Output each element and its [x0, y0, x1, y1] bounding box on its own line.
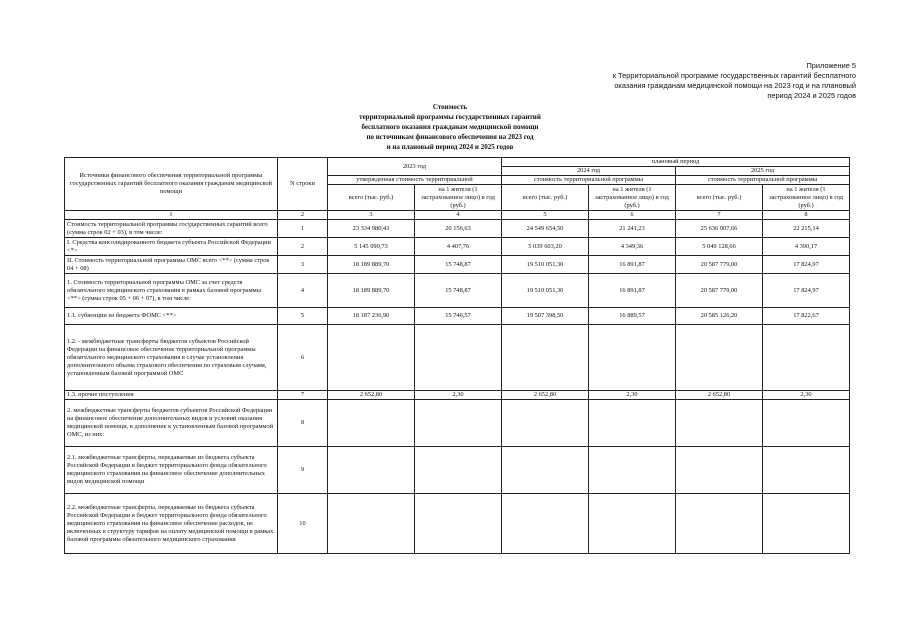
table-row — [65, 308, 850, 325]
row-value: 2 652,80 — [328, 391, 415, 400]
header-source: Источники финансового обеспечения территориальной программы государственных гарантий бесплатного оказания гражданам медицинской помощи — [65, 158, 278, 211]
row-value: 20 587 779,00 — [676, 256, 763, 274]
col-number: 5 — [502, 211, 589, 220]
row-value — [502, 447, 589, 494]
table-row — [65, 256, 850, 274]
row-value — [415, 400, 502, 447]
row-label: I. Средства консолидированного бюджета субъекта Российской Федерации <*> — [65, 238, 278, 256]
row-value: 4 407,76 — [415, 238, 502, 256]
row-value — [502, 325, 589, 391]
row-number: 10 — [278, 494, 328, 554]
title-line: по источникам финансового обеспечения на 2023 год — [366, 133, 534, 141]
row-value — [676, 400, 763, 447]
row-value — [328, 400, 415, 447]
row-value: 18 189 889,70 — [328, 274, 415, 308]
row-value — [589, 494, 676, 554]
row-value: 16 889,57 — [589, 308, 676, 325]
row-value: 20 587 779,00 — [676, 274, 763, 308]
header-per-capita: на 1 жителя (1 застрахованное лицо) в год (руб.) — [589, 185, 676, 211]
header-planning-period: плановый период — [502, 158, 850, 167]
row-value — [589, 447, 676, 494]
table-row — [65, 447, 850, 494]
row-value: 20 585 126,20 — [676, 308, 763, 325]
row-value — [676, 494, 763, 554]
row-label: 1.2. - межбюджетные трансферты бюджетов субъектов Российской Федерации на финансовое обеспечение территориальной программы обязательного медицинского страхования в случае установления дополнительного объема страхового обеспечения по страховым случаям, установленным базовой программой ОМС — [65, 325, 278, 391]
appendix-line: оказания гражданам медицинской помощи на 2023 год и на плановый — [614, 81, 856, 90]
row-value: 2 652,80 — [676, 391, 763, 400]
row-value: 2,30 — [763, 391, 850, 400]
table-row — [65, 400, 850, 447]
col-number: 7 — [676, 211, 763, 220]
row-value — [415, 325, 502, 391]
header-program-cost: стоимость территориальной программы — [676, 176, 850, 185]
row-value — [328, 494, 415, 554]
header-total: всего (тыс. руб.) — [502, 185, 589, 211]
row-value — [676, 325, 763, 391]
header-approved-cost: утвержденная стоимость территориальной — [328, 176, 502, 185]
document-title — [300, 102, 600, 152]
title-line: территориальной программы государственных гарантий — [359, 113, 541, 121]
header-year-2024: 2024 год — [502, 167, 676, 176]
col-number: 8 — [763, 211, 850, 220]
row-value: 19 507 398,50 — [502, 308, 589, 325]
table-row — [65, 325, 850, 391]
header-year-2023: 2023 год — [328, 158, 502, 176]
row-value: 16 891,87 — [589, 274, 676, 308]
row-value — [328, 325, 415, 391]
row-label: II. Стоимость территориальной программы ОМС всего <**> (сумма строк 04 + 08) — [65, 256, 278, 274]
row-value — [502, 400, 589, 447]
row-number: 4 — [278, 274, 328, 308]
row-label: 1. Стоимость территориальной программы ОМС за счет средств обязательного медицинского страхования в рамках базовой программы <**> (сумма строк 05 + 06 + 07), в том числе: — [65, 274, 278, 308]
row-value: 20 156,63 — [415, 220, 502, 238]
table-row — [65, 494, 850, 554]
header-program-cost: стоимость территориальной программы — [502, 176, 676, 185]
col-number: 3 — [328, 211, 415, 220]
header-per-capita: на 1 жителя (1 застрахованное лицо) в год (руб.) — [763, 185, 850, 211]
row-value — [763, 400, 850, 447]
table-row — [65, 238, 850, 256]
col-number: 4 — [415, 211, 502, 220]
title-line: бесплатного оказания гражданам медицинской помощи — [361, 123, 539, 131]
row-value: 4 390,17 — [763, 238, 850, 256]
appendix-line: Приложение 5 — [806, 61, 856, 70]
appendix-line: к Территориальной программе государственных гарантий бесплатного — [612, 71, 856, 80]
cost-table — [64, 157, 850, 554]
row-value: 16 891,87 — [589, 256, 676, 274]
table-row — [65, 220, 850, 238]
row-value: 2,30 — [589, 391, 676, 400]
col-number: 6 — [589, 211, 676, 220]
title-line: и на плановый период 2024 и 2025 годов — [386, 143, 514, 151]
row-value: 15 746,57 — [415, 308, 502, 325]
row-label: 2.1. межбюджетные трансферты, передаваемые из бюджета субъекта Российской Федерации в бюджет территориального фонда обязательного медицинского страхования на финансовое обеспечение дополнительных видов медицинской помощи — [65, 447, 278, 494]
row-number: 8 — [278, 400, 328, 447]
row-value: 5 049 128,66 — [676, 238, 763, 256]
appendix-header — [596, 61, 856, 101]
table-row — [65, 391, 850, 400]
row-value — [589, 325, 676, 391]
row-value: 21 241,23 — [589, 220, 676, 238]
row-value: 22 215,14 — [763, 220, 850, 238]
header-per-capita: на 1 жителя (1 застрахованное лицо) в год (руб.) — [415, 185, 502, 211]
row-value — [763, 447, 850, 494]
row-number: 2 — [278, 238, 328, 256]
row-number: 3 — [278, 256, 328, 274]
row-value: 5 039 603,20 — [502, 238, 589, 256]
row-number: 1 — [278, 220, 328, 238]
row-value: 19 510 051,30 — [502, 274, 589, 308]
row-value: 18 187 236,90 — [328, 308, 415, 325]
table-row — [65, 274, 850, 308]
row-label: Стоимость территориальной программы государственных гарантий всего (сумма строк 02 + 03), в том числе: — [65, 220, 278, 238]
row-number: 7 — [278, 391, 328, 400]
row-value: 4 349,36 — [589, 238, 676, 256]
row-value: 15 748,87 — [415, 274, 502, 308]
row-value: 2,30 — [415, 391, 502, 400]
row-value: 15 748,87 — [415, 256, 502, 274]
row-value: 23 334 980,43 — [328, 220, 415, 238]
row-value: 2 652,80 — [502, 391, 589, 400]
header-total: всего (тыс. руб.) — [328, 185, 415, 211]
row-value — [589, 400, 676, 447]
row-value: 18 189 889,70 — [328, 256, 415, 274]
row-value — [763, 325, 850, 391]
row-value — [676, 447, 763, 494]
row-number: 5 — [278, 308, 328, 325]
row-value — [763, 494, 850, 554]
row-label: 2.2. межбюджетные трансферты, передаваемые из бюджета субъекта Российской Федерации в бюджет территориального фонда обязательного медицинского страхования на финансовое обеспечение расходов, не включенных в структуру тарифов на оплату медицинской помощи в рамках базовой программы обязательного медицинского страхования — [65, 494, 278, 554]
row-value — [502, 494, 589, 554]
row-number: 6 — [278, 325, 328, 391]
row-value: 19 510 051,30 — [502, 256, 589, 274]
row-value: 25 636 907,66 — [676, 220, 763, 238]
row-value — [415, 494, 502, 554]
row-label: 1.3. прочие поступления — [65, 391, 278, 400]
row-value — [415, 447, 502, 494]
header-total: всего (тыс. руб.) — [676, 185, 763, 211]
row-value: 17 824,97 — [763, 274, 850, 308]
header-row-number: N строки — [278, 158, 328, 211]
title-line: Стоимость — [432, 103, 468, 111]
appendix-line: период 2024 и 2025 годов — [767, 91, 856, 100]
row-label: 2. межбюджетные трансферты бюджетов субъектов Российской Федерации на финансовое обеспечение дополнительных видов и условий оказания медицинской помощи, в дополнение к установленным базовой программой ОМС, из них: — [65, 400, 278, 447]
row-value: 17 824,97 — [763, 256, 850, 274]
col-number: 1 — [65, 211, 278, 220]
row-value: 24 549 654,50 — [502, 220, 589, 238]
header-year-2025: 2025 год — [676, 167, 850, 176]
row-value — [328, 447, 415, 494]
row-value: 5 145 090,73 — [328, 238, 415, 256]
row-value: 17 822,67 — [763, 308, 850, 325]
row-number: 9 — [278, 447, 328, 494]
row-label: 1.1. субвенции из бюджета ФОМС <**> — [65, 308, 278, 325]
col-number: 2 — [278, 211, 328, 220]
